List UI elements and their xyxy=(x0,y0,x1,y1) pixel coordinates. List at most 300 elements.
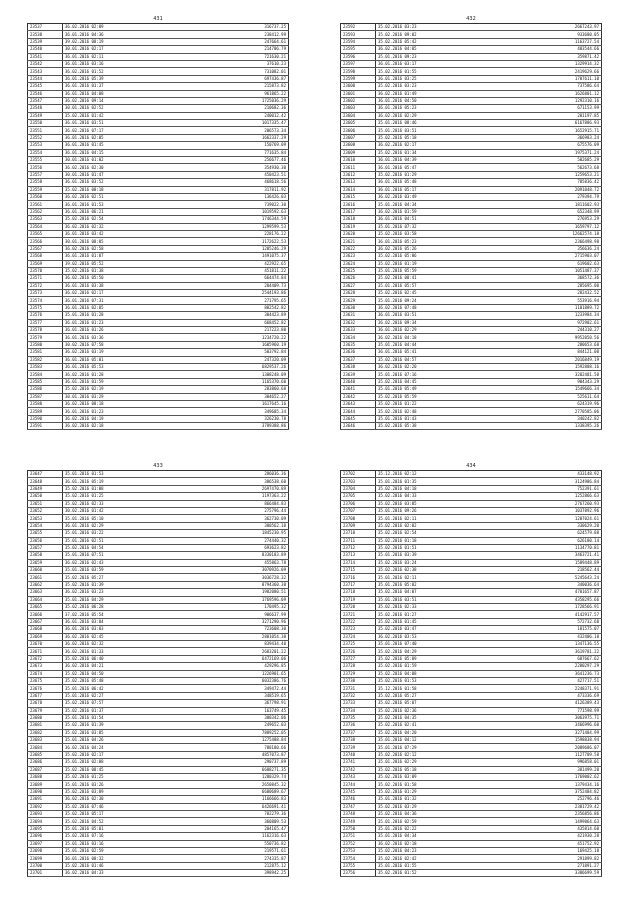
row-amount-cell: 282432.52 xyxy=(500,290,602,297)
table-row xyxy=(341,530,602,537)
table-row xyxy=(28,530,289,537)
table-row xyxy=(28,818,289,825)
row-datetime-cell: 36.02.2016 05:50 xyxy=(63,275,188,282)
row-amount-cell: 1746344.59 xyxy=(187,216,289,223)
row-datetime-cell: 36.02.2016 02:09 xyxy=(63,24,188,31)
table-row xyxy=(28,193,289,200)
row-id-cell: 23581 xyxy=(28,349,63,356)
row-id-cell: 23616 xyxy=(341,201,376,208)
table-row xyxy=(341,604,602,611)
row-id-cell: 23645 xyxy=(341,415,376,422)
row-datetime-cell: 36.01.2016 01:23 xyxy=(63,408,188,415)
table-row xyxy=(341,692,602,699)
table-row xyxy=(341,707,602,714)
table-row xyxy=(341,216,602,223)
table-row xyxy=(28,186,289,193)
row-id-cell: 23754 xyxy=(341,855,376,862)
row-datetime-cell: 35.01.2016 01:35 xyxy=(376,478,501,485)
row-amount-cell: 238412.99 xyxy=(187,31,289,38)
row-amount-cell: 2091048.72 xyxy=(500,186,602,193)
row-datetime-cell: 36.01.2016 03:42 xyxy=(63,230,188,237)
row-datetime-cell: 36.01.2016 04:15 xyxy=(63,149,188,156)
row-amount-cell: 996858.01 xyxy=(500,759,602,766)
row-datetime-cell: 35.01.2016 02:08 xyxy=(63,759,188,766)
row-id-cell: 23675 xyxy=(28,677,63,684)
row-datetime-cell: 35.02.2016 08:41 xyxy=(376,275,501,282)
table-row xyxy=(341,840,602,847)
table-row xyxy=(341,245,602,252)
row-amount-cell: 380342.06 xyxy=(187,714,289,721)
table-row xyxy=(28,751,289,758)
row-datetime-cell: 35.02.2016 05:18 xyxy=(376,766,501,773)
row-id-cell: 23734 xyxy=(341,707,376,714)
row-amount-cell: 136426.03 xyxy=(187,193,289,200)
row-amount-cell: 1707611.10 xyxy=(500,75,602,82)
row-amount-cell: 6426691.41 xyxy=(187,803,289,810)
row-amount-cell: 2016849.19 xyxy=(500,356,602,363)
row-amount-cell: 1338395.26 xyxy=(500,423,602,430)
table-row xyxy=(341,83,602,90)
row-id-cell: 23642 xyxy=(341,393,376,400)
row-id-cell: 23707 xyxy=(341,507,376,514)
row-datetime-cell: 36.02.2016 04:21 xyxy=(63,663,188,670)
row-id-cell: 23671 xyxy=(28,648,63,655)
page-panel-434 xyxy=(340,463,602,877)
data-table xyxy=(340,23,602,430)
row-id-cell: 23589 xyxy=(28,408,63,415)
row-id-cell: 23725 xyxy=(341,640,376,647)
row-datetime-cell: 36.01.2016 05:23 xyxy=(376,238,501,245)
table-row xyxy=(28,157,289,164)
table-row xyxy=(28,341,289,348)
row-amount-cell: 276953.29 xyxy=(500,216,602,223)
row-id-cell: 23676 xyxy=(28,685,63,692)
row-id-cell: 23637 xyxy=(341,356,376,363)
row-datetime-cell: 35.02.2016 04:07 xyxy=(376,589,501,596)
table-row xyxy=(28,24,289,31)
table-row xyxy=(341,781,602,788)
row-amount-cell: 204409.73 xyxy=(187,282,289,289)
table-row xyxy=(28,38,289,45)
row-id-cell: 23611 xyxy=(341,164,376,171)
row-datetime-cell: 36.02.2016 02:32 xyxy=(63,640,188,647)
table-row xyxy=(341,193,602,200)
row-datetime-cell: 35.02.2016 01:52 xyxy=(376,870,501,877)
row-datetime-cell: 35.01.2016 03:16 xyxy=(63,840,188,847)
table-row xyxy=(341,31,602,38)
table-row xyxy=(28,544,289,551)
row-id-cell: 23742 xyxy=(341,766,376,773)
row-datetime-cell: 36.01.2016 04:50 xyxy=(376,97,501,104)
row-amount-cell: 1592808.16 xyxy=(500,363,602,370)
table-row xyxy=(341,626,602,633)
row-datetime-cell: 35.02.2016 02:17 xyxy=(63,751,188,758)
table-row xyxy=(28,847,289,854)
row-amount-cell: 562673.68 xyxy=(500,164,602,171)
row-datetime-cell: 35.02.2016 05:09 xyxy=(376,655,501,662)
table-row xyxy=(28,304,289,311)
row-datetime-cell: 36.01.2016 05:53 xyxy=(63,363,188,370)
row-id-cell: 23538 xyxy=(28,31,63,38)
row-amount-cell: 304423.89 xyxy=(187,312,289,319)
row-amount-cell: 435814.60 xyxy=(500,825,602,832)
table-row xyxy=(28,83,289,90)
table-row xyxy=(341,677,602,684)
row-id-cell: 23710 xyxy=(341,530,376,537)
row-id-cell: 23701 xyxy=(28,870,63,877)
row-amount-cell: 1652915.71 xyxy=(500,127,602,134)
row-datetime-cell: 35.02.2016 02:33 xyxy=(376,604,501,611)
row-id-cell: 23704 xyxy=(341,485,376,492)
table-row xyxy=(28,471,289,478)
row-datetime-cell: 35.01.2016 01:55 xyxy=(376,862,501,869)
row-amount-cell: 693623.82 xyxy=(187,544,289,551)
row-amount-cell: 1769002.62 xyxy=(500,774,602,781)
row-id-cell: 23604 xyxy=(341,112,376,119)
row-datetime-cell: 36.02.2016 07:48 xyxy=(376,304,501,311)
table-row xyxy=(341,648,602,655)
row-amount-cell: 349605.34 xyxy=(187,408,289,415)
row-datetime-cell: 35.01.2016 05:49 xyxy=(376,386,501,393)
row-amount-cell: 1499864.63 xyxy=(500,818,602,825)
table-row xyxy=(341,611,602,618)
row-datetime-cell: 36.01.2016 03:52 xyxy=(63,179,188,186)
row-datetime-cell: 35.01.2016 02:11 xyxy=(376,515,501,522)
row-datetime-cell: 36.02.2016 02:17 xyxy=(63,290,188,297)
row-datetime-cell: 35.02.2016 05:18 xyxy=(376,134,501,141)
row-datetime-cell: 36.01.2016 03:38 xyxy=(63,282,188,289)
row-amount-cell: 2419629.66 xyxy=(500,68,602,75)
row-id-cell: 23607 xyxy=(341,134,376,141)
row-amount-cell: 6032386.76 xyxy=(187,677,289,684)
table-row xyxy=(341,408,602,415)
data-table xyxy=(340,470,602,877)
row-datetime-cell: 35.02.2016 03:09 xyxy=(376,774,501,781)
row-datetime-cell: 35.02.2016 01:29 xyxy=(376,788,501,795)
table-row xyxy=(341,870,602,877)
row-id-cell: 23668 xyxy=(28,626,63,633)
row-amount-cell: 839434.40 xyxy=(187,640,289,647)
row-id-cell: 23580 xyxy=(28,341,63,348)
row-amount-cell: 8330183.89 xyxy=(187,552,289,559)
row-id-cell: 23750 xyxy=(341,825,376,832)
row-amount-cell: 3271290.96 xyxy=(187,618,289,625)
row-id-cell: 23658 xyxy=(28,552,63,559)
row-datetime-cell: 39.02.2016 05:52 xyxy=(63,260,188,267)
row-datetime-cell: 35.02.2016 04:50 xyxy=(63,670,188,677)
row-id-cell: 23639 xyxy=(341,371,376,378)
row-amount-cell: 721630.21 xyxy=(187,53,289,60)
table-row xyxy=(341,112,602,119)
row-amount-cell: 214706.79 xyxy=(187,46,289,53)
table-row xyxy=(341,356,602,363)
row-id-cell: 23720 xyxy=(341,604,376,611)
row-id-cell: 23702 xyxy=(341,471,376,478)
row-id-cell: 23610 xyxy=(341,157,376,164)
row-id-cell: 23600 xyxy=(341,83,376,90)
row-datetime-cell: 35.02.2016 05:27 xyxy=(376,692,501,699)
table-row xyxy=(28,378,289,385)
row-datetime-cell: 36.01.2016 04:51 xyxy=(376,216,501,223)
row-id-cell: 23602 xyxy=(341,97,376,104)
row-amount-cell: 163749.45 xyxy=(187,707,289,714)
row-datetime-cell: 35.01.2016 07:32 xyxy=(376,223,501,230)
row-amount-cell: 6472169.06 xyxy=(187,655,289,662)
row-id-cell: 23721 xyxy=(341,611,376,618)
row-amount-cell: 1051487.37 xyxy=(500,267,602,274)
row-amount-cell: 1491075.37 xyxy=(187,253,289,260)
table-row xyxy=(341,737,602,744)
row-datetime-cell: 36.02.2016 02:45 xyxy=(63,633,188,640)
table-row xyxy=(28,105,289,112)
table-row xyxy=(28,327,289,334)
row-id-cell: 23693 xyxy=(28,810,63,817)
row-amount-cell: 6688271.35 xyxy=(187,766,289,773)
table-row xyxy=(341,142,602,149)
row-amount-cell: 473336.69 xyxy=(500,692,602,699)
table-row xyxy=(341,796,602,803)
row-id-cell: 23719 xyxy=(341,596,376,603)
row-datetime-cell: 35.02.2016 04:52 xyxy=(63,818,188,825)
row-id-cell: 23677 xyxy=(28,692,63,699)
row-id-cell: 23567 xyxy=(28,245,63,252)
row-id-cell: 23644 xyxy=(341,408,376,415)
table-row xyxy=(28,722,289,729)
row-id-cell: 23684 xyxy=(28,744,63,751)
table-row xyxy=(28,796,289,803)
table-row xyxy=(341,493,602,500)
table-row xyxy=(28,334,289,341)
row-id-cell: 23667 xyxy=(28,618,63,625)
table-row xyxy=(28,537,289,544)
row-datetime-cell: 36.02.2016 02:32 xyxy=(63,223,188,230)
row-datetime-cell: 35.02.2016 01:45 xyxy=(376,618,501,625)
row-amount-cell: 626180.14 xyxy=(500,537,602,544)
row-amount-cell: 280653.68 xyxy=(500,341,602,348)
row-datetime-cell: 35.02.2016 01:37 xyxy=(63,707,188,714)
row-amount-cell: 9952050.56 xyxy=(500,334,602,341)
row-id-cell: 23672 xyxy=(28,655,63,662)
table-row xyxy=(28,386,289,393)
row-id-cell: 23609 xyxy=(341,149,376,156)
row-datetime-cell: 35.01.2016 02:11 xyxy=(376,574,501,581)
row-id-cell: 23733 xyxy=(341,700,376,707)
row-datetime-cell: 36.01.2016 02:05 xyxy=(63,134,188,141)
row-datetime-cell: 35.01.2016 02:27 xyxy=(63,692,188,699)
row-datetime-cell: 35.02.2016 03:23 xyxy=(376,83,501,90)
row-datetime-cell: 35.02.2016 07:16 xyxy=(63,833,188,840)
row-id-cell: 23592 xyxy=(341,24,376,31)
row-amount-cell: 687667.62 xyxy=(500,655,602,662)
row-id-cell: 23651 xyxy=(28,500,63,507)
row-datetime-cell: 36.02.2016 03:49 xyxy=(376,193,501,200)
table-row xyxy=(28,862,289,869)
row-id-cell: 23685 xyxy=(28,751,63,758)
row-amount-cell: 271891.27 xyxy=(500,862,602,869)
row-id-cell: 23584 xyxy=(28,371,63,378)
table-row xyxy=(341,810,602,817)
row-id-cell: 23743 xyxy=(341,774,376,781)
page-number: 434 xyxy=(466,463,476,469)
row-amount-cell: 169425.18 xyxy=(500,847,602,854)
row-id-cell: 23664 xyxy=(28,596,63,603)
row-datetime-cell: 35.02.2016 04:35 xyxy=(376,714,501,721)
row-amount-cell: 572732.68 xyxy=(500,618,602,625)
row-id-cell: 23593 xyxy=(341,31,376,38)
row-datetime-cell: 36.02.2016 02:17 xyxy=(376,142,501,149)
row-amount-cell: 1308248.09 xyxy=(187,371,289,378)
table-row xyxy=(28,810,289,817)
row-datetime-cell: 35.01.2016 02:29 xyxy=(376,759,501,766)
table-row xyxy=(28,149,289,156)
row-id-cell: 23594 xyxy=(341,38,376,45)
row-datetime-cell: 35.02.2016 03:23 xyxy=(376,24,501,31)
row-id-cell: 23703 xyxy=(341,478,376,485)
row-datetime-cell: 35.02.2016 05:38 xyxy=(376,423,501,430)
row-id-cell: 23697 xyxy=(28,840,63,847)
table-row xyxy=(341,818,602,825)
row-datetime-cell: 36.01.2016 02:05 xyxy=(63,304,188,311)
table-row xyxy=(341,751,602,758)
row-amount-cell: 3619781.22 xyxy=(500,648,602,655)
table-row xyxy=(28,423,289,430)
row-amount-cell: 1166666.83 xyxy=(187,796,289,803)
row-amount-cell: 1252866.63 xyxy=(500,493,602,500)
table-row xyxy=(341,97,602,104)
row-datetime-cell: 35.01.2016 04:12 xyxy=(376,737,501,744)
row-datetime-cell: 35.02.2016 01:18 xyxy=(376,537,501,544)
table-row xyxy=(341,722,602,729)
row-datetime-cell: 35.01.2016 03:22 xyxy=(63,530,188,537)
row-amount-cell: 398942.25 xyxy=(187,870,289,877)
table-row xyxy=(28,253,289,260)
row-datetime-cell: 36.01.2016 03:36 xyxy=(63,334,188,341)
row-id-cell: 23706 xyxy=(341,500,376,507)
row-id-cell: 23588 xyxy=(28,400,63,407)
table-row xyxy=(28,552,289,559)
row-amount-cell: 904343.29 xyxy=(500,378,602,385)
row-datetime-cell: 36.01.2016 05:41 xyxy=(376,349,501,356)
row-id-cell: 23744 xyxy=(341,781,376,788)
row-amount-cell: 1598838.94 xyxy=(500,737,602,744)
table-row xyxy=(28,825,289,832)
row-id-cell: 23662 xyxy=(28,581,63,588)
row-amount-cell: 2089686.07 xyxy=(500,744,602,751)
table-row xyxy=(28,393,289,400)
row-amount-cell: 553916.94 xyxy=(500,297,602,304)
row-amount-cell: 1617645.16 xyxy=(187,400,289,407)
row-id-cell: 23695 xyxy=(28,825,63,832)
table-row xyxy=(28,840,289,847)
row-amount-cell: 285695.00 xyxy=(500,282,602,289)
row-datetime-cell: 36.02.2016 02:58 xyxy=(63,245,188,252)
table-row xyxy=(28,485,289,492)
row-id-cell: 23647 xyxy=(28,471,63,478)
table-row xyxy=(28,478,289,485)
row-datetime-cell: 35.02.2016 04:57 xyxy=(376,356,501,363)
row-id-cell: 23631 xyxy=(341,312,376,319)
table-row xyxy=(28,692,289,699)
row-amount-cell: 326230.78 xyxy=(187,415,289,422)
row-amount-cell: 2366498.98 xyxy=(500,238,602,245)
row-amount-cell: 2667243.97 xyxy=(500,24,602,31)
table-row xyxy=(28,112,289,119)
row-id-cell: 23729 xyxy=(341,670,376,677)
table-row xyxy=(341,415,602,422)
row-datetime-cell: 35.02.2016 01:39 xyxy=(63,722,188,729)
row-datetime-cell: 35.01.2016 04:29 xyxy=(63,596,188,603)
row-datetime-cell: 35.02.2016 08:45 xyxy=(63,766,188,773)
row-id-cell: 23544 xyxy=(28,75,63,82)
table-row xyxy=(341,90,602,97)
row-amount-cell: 6829537.26 xyxy=(187,363,289,370)
table-row xyxy=(341,105,602,112)
row-amount-cell: 1197363.22 xyxy=(187,493,289,500)
table-row xyxy=(341,312,602,319)
table-row xyxy=(341,363,602,370)
row-datetime-cell: 36.01.2016 05:39 xyxy=(63,75,188,82)
row-id-cell: 23698 xyxy=(28,847,63,854)
row-amount-cell: 219571.61 xyxy=(187,847,289,854)
table-row xyxy=(341,38,602,45)
row-datetime-cell: 36.02.2016 04:18 xyxy=(376,334,501,341)
table-row xyxy=(341,304,602,311)
row-datetime-cell: 35.02.2016 01:46 xyxy=(63,862,188,869)
table-row xyxy=(341,825,602,832)
row-datetime-cell: 35.01.2016 01:28 xyxy=(63,312,188,319)
table-row xyxy=(341,685,602,692)
row-amount-cell: 866484.83 xyxy=(187,500,289,507)
row-id-cell: 23539 xyxy=(28,38,63,45)
row-id-cell: 23655 xyxy=(28,530,63,537)
row-amount-cell: 933680.05 xyxy=(500,31,602,38)
row-id-cell: 23585 xyxy=(28,378,63,385)
table-row xyxy=(28,216,289,223)
row-amount-cell: 228176.22 xyxy=(187,230,289,237)
row-id-cell: 23660 xyxy=(28,567,63,574)
table-row xyxy=(28,788,289,795)
row-amount-cell: 708180.66 xyxy=(187,744,289,751)
row-datetime-cell: 35.02.2016 01:25 xyxy=(63,774,188,781)
row-amount-cell: 1769596.09 xyxy=(187,596,289,603)
row-id-cell: 23735 xyxy=(341,714,376,721)
table-row xyxy=(341,774,602,781)
row-amount-cell: 286036.36 xyxy=(187,471,289,478)
row-datetime-cell: 35.01.2016 02:22 xyxy=(376,825,501,832)
table-row xyxy=(341,803,602,810)
table-row xyxy=(28,870,289,877)
table-row xyxy=(28,655,289,662)
data-table xyxy=(27,470,289,877)
table-row xyxy=(341,522,602,529)
table-row xyxy=(28,319,289,326)
row-amount-cell: 624319.96 xyxy=(500,400,602,407)
row-amount-cell: 304652.27 xyxy=(187,393,289,400)
row-id-cell: 23683 xyxy=(28,737,63,744)
row-datetime-cell: 35.01.2016 07:51 xyxy=(63,552,188,559)
table-row xyxy=(341,552,602,559)
row-datetime-cell: 36.01.2016 05:19 xyxy=(63,478,188,485)
row-id-cell: 23749 xyxy=(341,818,376,825)
table-row xyxy=(341,171,602,178)
table-row xyxy=(28,349,289,356)
row-id-cell: 23738 xyxy=(341,737,376,744)
row-id-cell: 23716 xyxy=(341,574,376,581)
table-row xyxy=(341,515,602,522)
row-id-cell: 23712 xyxy=(341,544,376,551)
row-amount-cell: 624579.88 xyxy=(500,530,602,537)
row-id-cell: 23694 xyxy=(28,818,63,825)
